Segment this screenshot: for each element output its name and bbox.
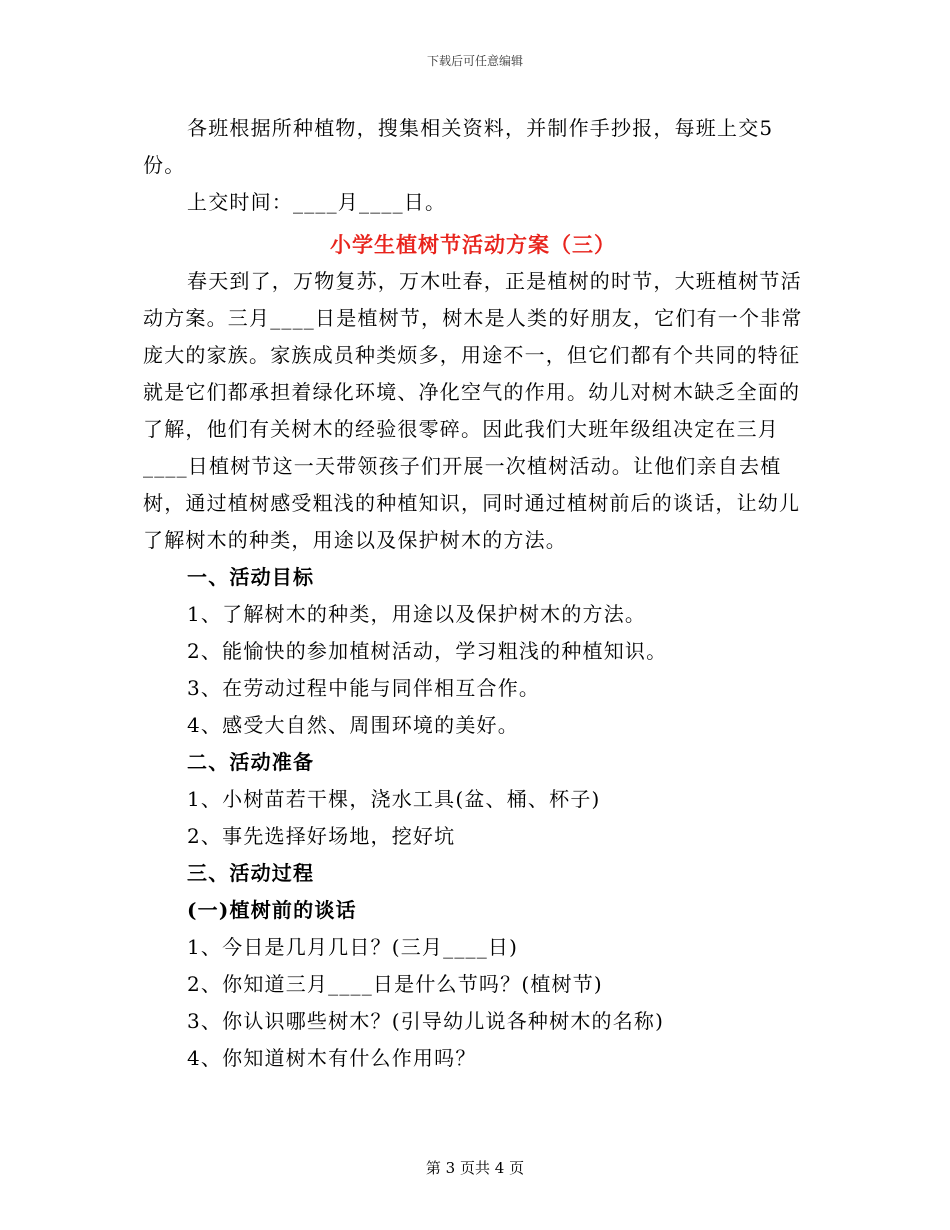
- preparation-item: 2、事先选择好场地，挖好坑: [187, 824, 456, 848]
- process-item: 3、你认识哪些树木？(引导幼儿说各种树木的名称): [187, 1009, 665, 1033]
- section-heading-process: 三、活动过程: [187, 861, 315, 885]
- preparation-item: 1、小树苗若干棵，浇水工具(盆、桶、杯子): [187, 787, 601, 811]
- intro-paragraph-2: 上交时间：____月____日。: [187, 190, 447, 214]
- page-header-note: 下载后可任意编辑: [426, 54, 523, 68]
- process-item: 1、今日是几月几日？(三月____日): [187, 935, 519, 959]
- document-body: [143, 110, 803, 1077]
- section-heading-preparation: 二、活动准备: [187, 750, 315, 774]
- sub-heading-pre-planting-talk: (一)植树前的谈话: [187, 898, 357, 922]
- intro-paragraph-1: 各班根据所种植物，搜集相关资料，并制作手抄报，每班上交5份。: [143, 116, 774, 177]
- goal-item: 4、感受大自然、周围环境的美好。: [187, 713, 519, 737]
- body-paragraph: 春天到了，万物复苏，万木吐春，正是植树的时节，大班植树节活动方案。三月____日是植树节，树木是人类的好朋友，它们有一个非常庞大的家族。家族成员种类烦多，用途不一，但它们都有个共同的特征就是它们都承担着绿化环境、净化空气的作用。幼儿对树木缺乏全面的了解，他们有关树木的经验很零碎。因此我们大班年级组决定在三月____日植树节这一天带领孩子们开展一次植树活动。让他们亲自去植树，通过植树感受粗浅的种植知识，同时通过植树前后的谈话，让幼儿了解树木的种类，用途以及保护树木的方法。: [143, 269, 803, 552]
- process-item: 4、你知道树木有什么作用吗？: [187, 1046, 477, 1070]
- section-heading-goals: 一、活动目标: [187, 565, 315, 589]
- goal-item: 1、了解树木的种类，用途以及保护树木的方法。: [187, 602, 647, 626]
- document-title: 小学生植树节活动方案（三）: [330, 232, 616, 257]
- page-footer-number: 第 3 页共 4 页: [425, 1159, 525, 1177]
- goal-item: 2、能愉快的参加植树活动，学习粗浅的种植知识。: [187, 639, 668, 663]
- process-item: 2、你知道三月____日是什么节吗？(植树节): [187, 972, 603, 996]
- goal-item: 3、在劳动过程中能与同伴相互合作。: [187, 676, 541, 700]
